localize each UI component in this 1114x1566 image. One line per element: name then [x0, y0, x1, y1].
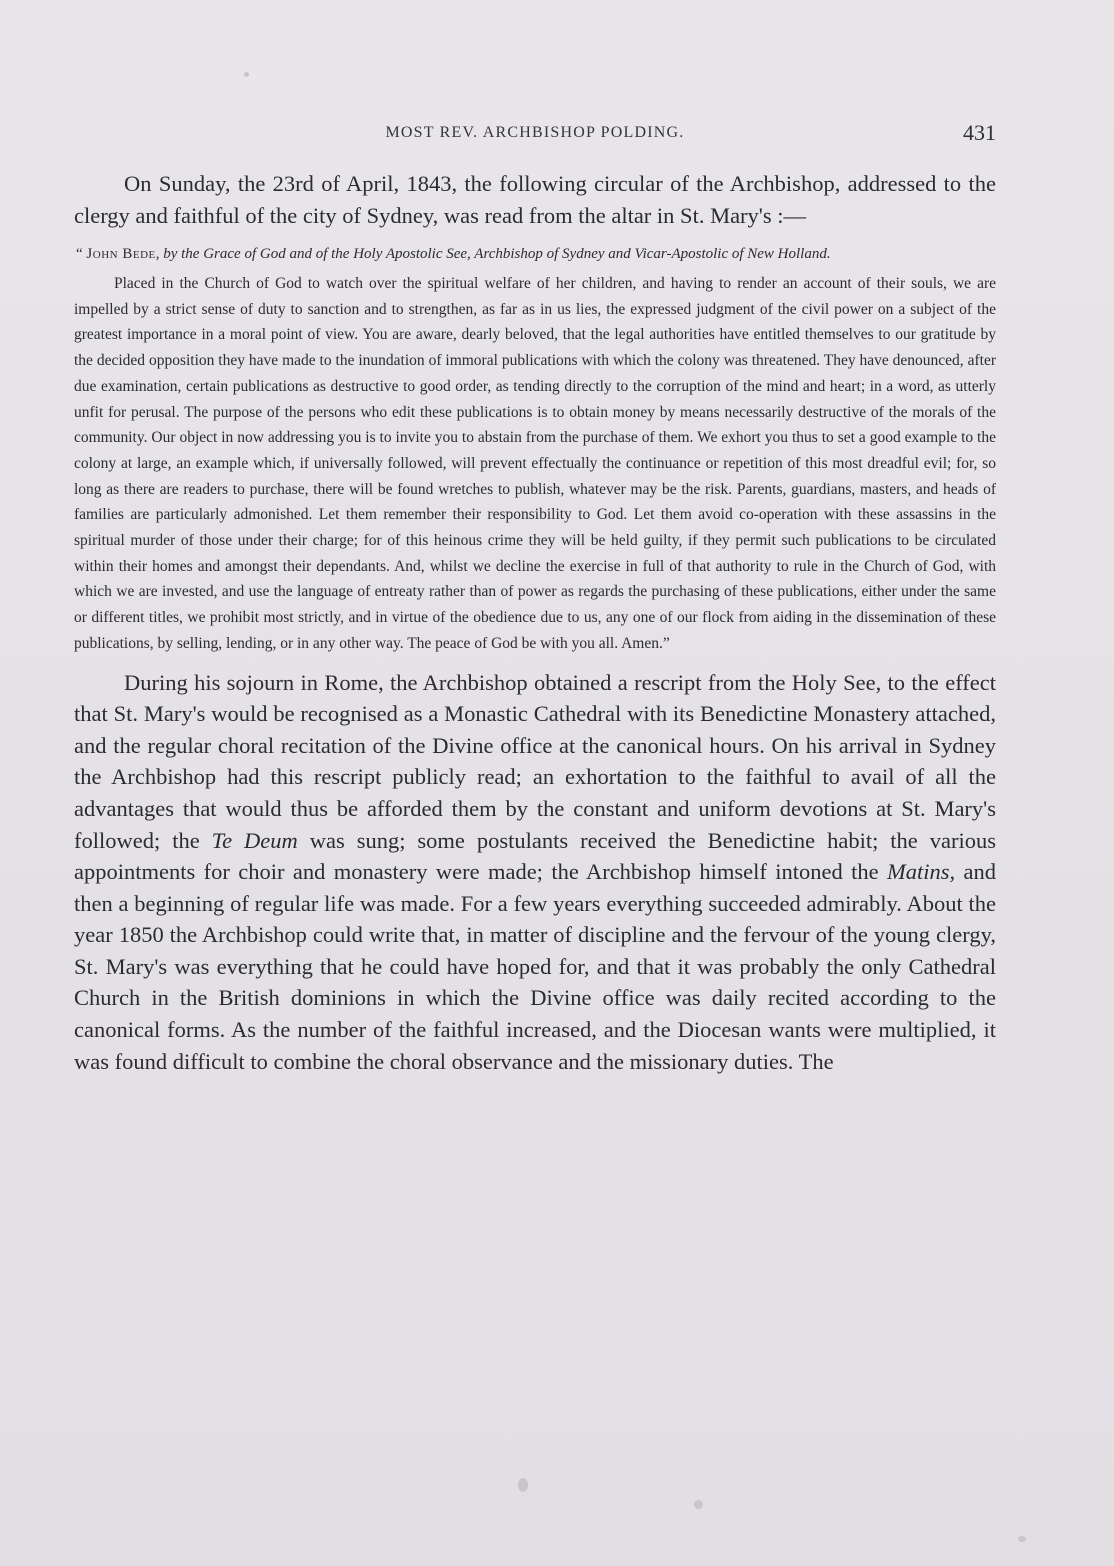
circular-body: Placed in the Church of God to watch over the spiritual welfare of her children, and having to render an account of their souls, we are impelled by a strict sense of duty to sanction and to strengthen, as far as in us lies, the expressed judgment of the civil power on a subject of the greatest importance in a moral point of view. You are aware, dearly beloved, that the legal authorities have entitled themselves to our gratitude by the decided opposition they have made to the inundation of immoral publications with which the colony was threatened. They have denounced, after due examination, certain publications as destructive to good order, as tending directly to the corruption of the mind and heart; in a word, as utterly unfit for perusal. The purpose of the persons who edit these publications is to obtain money by means necessarily destructive of the morals of the community. Our object in now addressing you is to invite you to abstain from the purchase of them. We exhort you thus to set a good example to the colony at large, an example which, if universally followed, will prevent effectually the continuance or repetition of this most dreadful evil; for, so long as there are readers to purchase, there will be found wretches to publish, whatever may be the risk. Parents, guardians, masters, and heads of families are particularly admonished. Let them remember their responsibility to God. Let them avoid co-operation with these assassins in the spiritual murder of those under their charge; for of this heinous crime they will be held guilty, if they permit such publications to be circulated within their homes and amongst their dependants. And, whilst we decline the exercise in full of that authority to rule in the Church of God, with which we are invested, and use the language of entreaty rather than of power as regards the purchasing of these publications, either under the same or different titles, we prohibit most strictly, and in virtue of the obedience due to us, any one of our flock from aiding in the dissemination of these publications, by selling, lending, or in any other way. The peace of God be with you all. Amen.” [74, 275, 996, 652]
main-paragraph [74, 667, 996, 1078]
paper-speck [694, 1500, 703, 1509]
body-text [74, 168, 996, 1077]
running-head [74, 120, 996, 150]
circular-author: John Bede [86, 246, 156, 262]
main-paragraph-part-3: and then a beginning of regular life was made. For a few years everything succeeded admirably. About the year 1850 the Archbishop could write that, in matter of discipline and the fervour of the young clergy, St. Mary's was everything that he could have hoped for, and that it was probably the only Cathedral Church in the British dominions in which the Divine office was daily recited according to the canonical forms. As the number of the faithful increased, and the Diocesan wants were multiplied, it was found difficult to combine the choral observance and the missionary duties. The [74, 859, 996, 1074]
paper-speck [1018, 1536, 1026, 1542]
matins-term: Matins, [886, 859, 956, 885]
paper-speck [518, 1478, 528, 1492]
main-paragraph-part-2: was sung; some postulants received the Benedictine habit; the various appointments for choir and monastery were made; the Archbishop himself intoned the [74, 827, 996, 885]
paper-speck [244, 72, 249, 77]
open-quote: “ [76, 246, 87, 262]
author-separator: , [155, 246, 164, 262]
circular-heading [74, 243, 996, 265]
intro-paragraph: On Sunday, the 23rd of April, 1843, the following circular of the Archbishop, addressed to the clergy and faithful of the city of Sydney, was read from the altar in St. Mary's :— [74, 171, 996, 228]
page-number: 431 [963, 120, 996, 145]
main-paragraph-part-1: During his sojourn in Rome, the Archbishop obtained a rescript from the Holy See, to the effect that St. Mary's would be recognised as a Monastic Cathedral with its Benedictine Monastery attached, and the regular choral recitation of the Divine office at the canonical hours. On his arrival in Sydney the Archbishop had this rescript publicly read; an exhortation to the faithful to avail of all the advantages that would thus be afforded them by the constant and uniform devotions at St. Mary's followed; the [74, 669, 996, 853]
te-deum-term: Te Deum [211, 827, 298, 853]
running-title: MOST REV. ARCHBISHOP POLDING. [385, 124, 685, 141]
circular-author-style: by the Grace of God and of the Holy Apostolic See, Archbishop of Sydney and Vicar-Apostolic of New Holland. [163, 246, 831, 262]
